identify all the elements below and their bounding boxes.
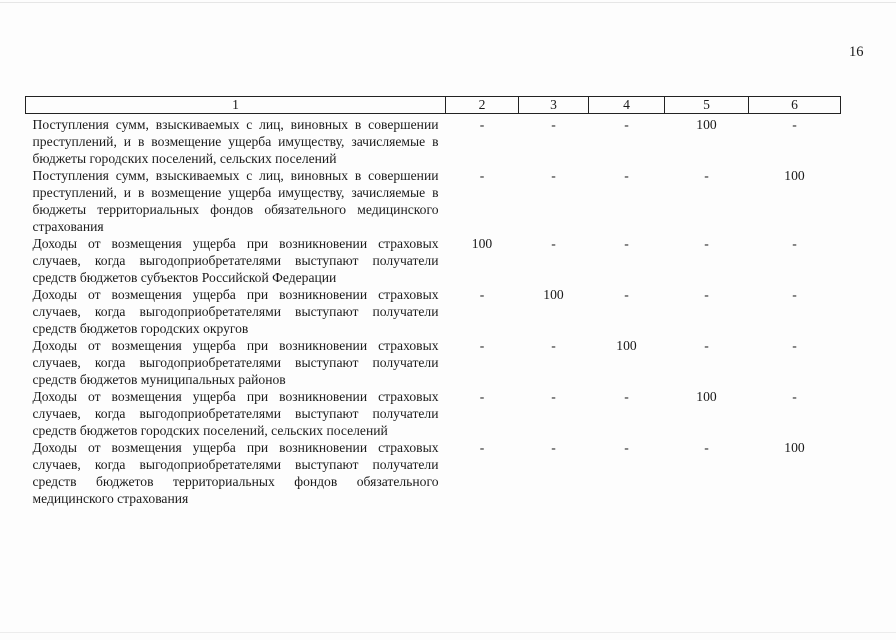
row-description: Доходы от возмещения ущерба при возникновении страховых случаев, когда выгодоприобретателями выступают получатели средств бюджетов городских поселений, сельских поселений	[32, 389, 439, 438]
cell-col-3: -	[551, 338, 556, 353]
row-description: Доходы от возмещения ущерба при возникновении страховых случаев, когда выгодоприобретателями выступают получатели средств бюджетов городских округов	[32, 287, 439, 336]
cell-col-4: -	[624, 287, 629, 302]
cell-col-4: -	[624, 117, 629, 132]
revenue-distribution-table	[25, 96, 841, 507]
row-description: Доходы от возмещения ущерба при возникновении страховых случаев, когда выгодоприобретателями выступают получатели средств бюджетов территориальных фондов обязательного медицинского страхования	[32, 440, 439, 506]
cell-col-2: -	[479, 338, 485, 353]
cell-col-3: -	[551, 389, 556, 404]
cell-col-5: -	[704, 168, 709, 183]
cell-col-6: -	[792, 389, 797, 404]
cell-col-2: 100	[471, 236, 493, 251]
cell-col-6: 100	[784, 168, 805, 183]
table-row	[26, 235, 841, 286]
cell-col-6: -	[792, 287, 797, 302]
cell-col-6: -	[792, 338, 797, 353]
cell-col-3: -	[551, 236, 556, 251]
cell-col-3: -	[551, 168, 556, 183]
cell-col-2: -	[479, 440, 485, 455]
scan-edge-top	[0, 2, 896, 3]
table-row	[26, 388, 841, 439]
cell-col-4: -	[624, 168, 629, 183]
table-row	[26, 286, 841, 337]
table-row	[26, 439, 841, 507]
cell-col-4: -	[624, 440, 629, 455]
column-header: 2	[446, 97, 519, 114]
cell-col-2: -	[479, 287, 485, 302]
row-description: Доходы от возмещения ущерба при возникновении страховых случаев, когда выгодоприобретателями выступают получатели средств бюджетов субъектов Российской Федерации	[32, 236, 439, 285]
cell-col-5: 100	[696, 389, 717, 404]
row-description: Доходы от возмещения ущерба при возникновении страховых случаев, когда выгодоприобретателями выступают получатели средств бюджетов муниципальных районов	[32, 338, 439, 387]
table-row	[26, 167, 841, 235]
cell-col-3: -	[551, 117, 556, 132]
table-row	[26, 337, 841, 388]
cell-col-5: 100	[696, 117, 717, 132]
table-header-row	[26, 97, 841, 114]
column-header: 1	[26, 97, 446, 114]
column-header: 4	[589, 97, 665, 114]
row-description: Поступления сумм, взыскиваемых с лиц, виновных в совершении преступлений, и в возмещение ущерба имуществу, зачисляемые в бюджеты городских поселений, сельских поселений	[32, 117, 439, 166]
cell-col-5: -	[704, 338, 709, 353]
page-number: 16	[849, 44, 864, 60]
cell-col-2: -	[479, 389, 485, 404]
row-description: Поступления сумм, взыскиваемых с лиц, виновных в совершении преступлений, и в возмещение ущерба имуществу, зачисляемые в бюджеты территориальных фондов обязательного медицинского страхования	[32, 168, 439, 234]
scan-edge-bottom	[0, 632, 896, 633]
cell-col-5: -	[704, 287, 709, 302]
table-row	[26, 114, 841, 168]
cell-col-4: -	[624, 389, 629, 404]
cell-col-4: -	[624, 236, 629, 251]
cell-col-2: -	[479, 117, 485, 132]
cell-col-4: 100	[616, 338, 637, 353]
cell-col-6: -	[792, 117, 797, 132]
column-header: 6	[749, 97, 841, 114]
cell-col-3: -	[551, 440, 556, 455]
cell-col-5: -	[704, 236, 709, 251]
cell-col-2: -	[479, 168, 485, 183]
column-header: 5	[665, 97, 749, 114]
column-header: 3	[519, 97, 589, 114]
cell-col-6: 100	[784, 440, 805, 455]
cell-col-6: -	[792, 236, 797, 251]
cell-col-3: 100	[543, 287, 564, 302]
cell-col-5: -	[704, 440, 709, 455]
